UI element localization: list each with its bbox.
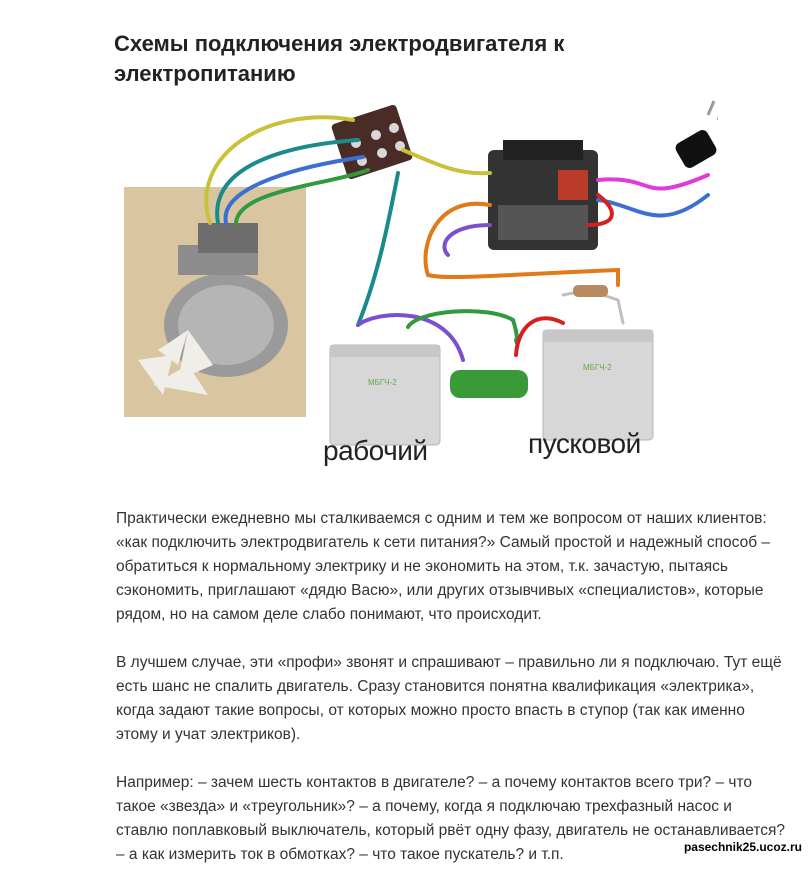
paragraph-3: Например: – зачем шесть контактов в двигателе? – а почему контактов всего три? – что такое «звезда» и «треугольник»? – а почему, когда я подключаю трехфазный насос и ставлю поплавковый выключатель, который рвёт одну фазу, двигатель не останавливается? – а как измерить ток в обмотках? – что такое пускатель? и т.п. [116, 774, 786, 863]
power-plug-icon [673, 101, 718, 170]
small-capacitor-icon [450, 370, 528, 398]
wire-blue-2 [598, 195, 708, 215]
wire-green-2 [408, 311, 517, 343]
site-watermark: pasechnik25.ucoz.ru [681, 839, 805, 855]
paragraph-2: В лучшем случае, эти «профи» звонят и спрашивают – правильно ли я подключаю. Тут ещё есть шанс не спалить двигатель. Сразу становится понятна квалификация «электрика», когда задают такие вопросы, от которых можно просто впасть в ступор (так как именно этому и учат электриков). [116, 654, 782, 743]
caption-starting: пусковой [528, 428, 641, 459]
wire-teal-2 [358, 173, 398, 325]
wiring-diagram [118, 95, 718, 485]
working-capacitor-icon [330, 345, 440, 445]
caption-working: рабочий [323, 435, 428, 466]
paragraph-1: Практически ежедневно мы сталкиваемся с одним и тем же вопросом от наших клиентов: «как подключить электродвигатель к сети питания?» Самый простой и надежный способ – обратиться к нормальному электрику и не экономить на этом, т.к. зачастую, пытаясь сэкономить, приглашают «дядю Васю», или других отзывчивых «специалистов», которые рядом, но на самом деле слабо понимают, что происходит. [116, 510, 771, 623]
resistor-icon [573, 285, 608, 297]
wiring-illustration [118, 95, 718, 485]
wire-yellow-2 [403, 150, 490, 173]
svg-text:МБГЧ-2: МБГЧ-2 [583, 363, 612, 372]
wire-purple [444, 225, 490, 255]
svg-text:МБГЧ-2: МБГЧ-2 [368, 378, 397, 387]
starting-capacitor-icon [543, 330, 653, 440]
wire-magenta [598, 175, 708, 189]
page-title: Схемы подключения электродвигателя к электропитанию [114, 30, 565, 86]
switch-icon [488, 140, 598, 250]
